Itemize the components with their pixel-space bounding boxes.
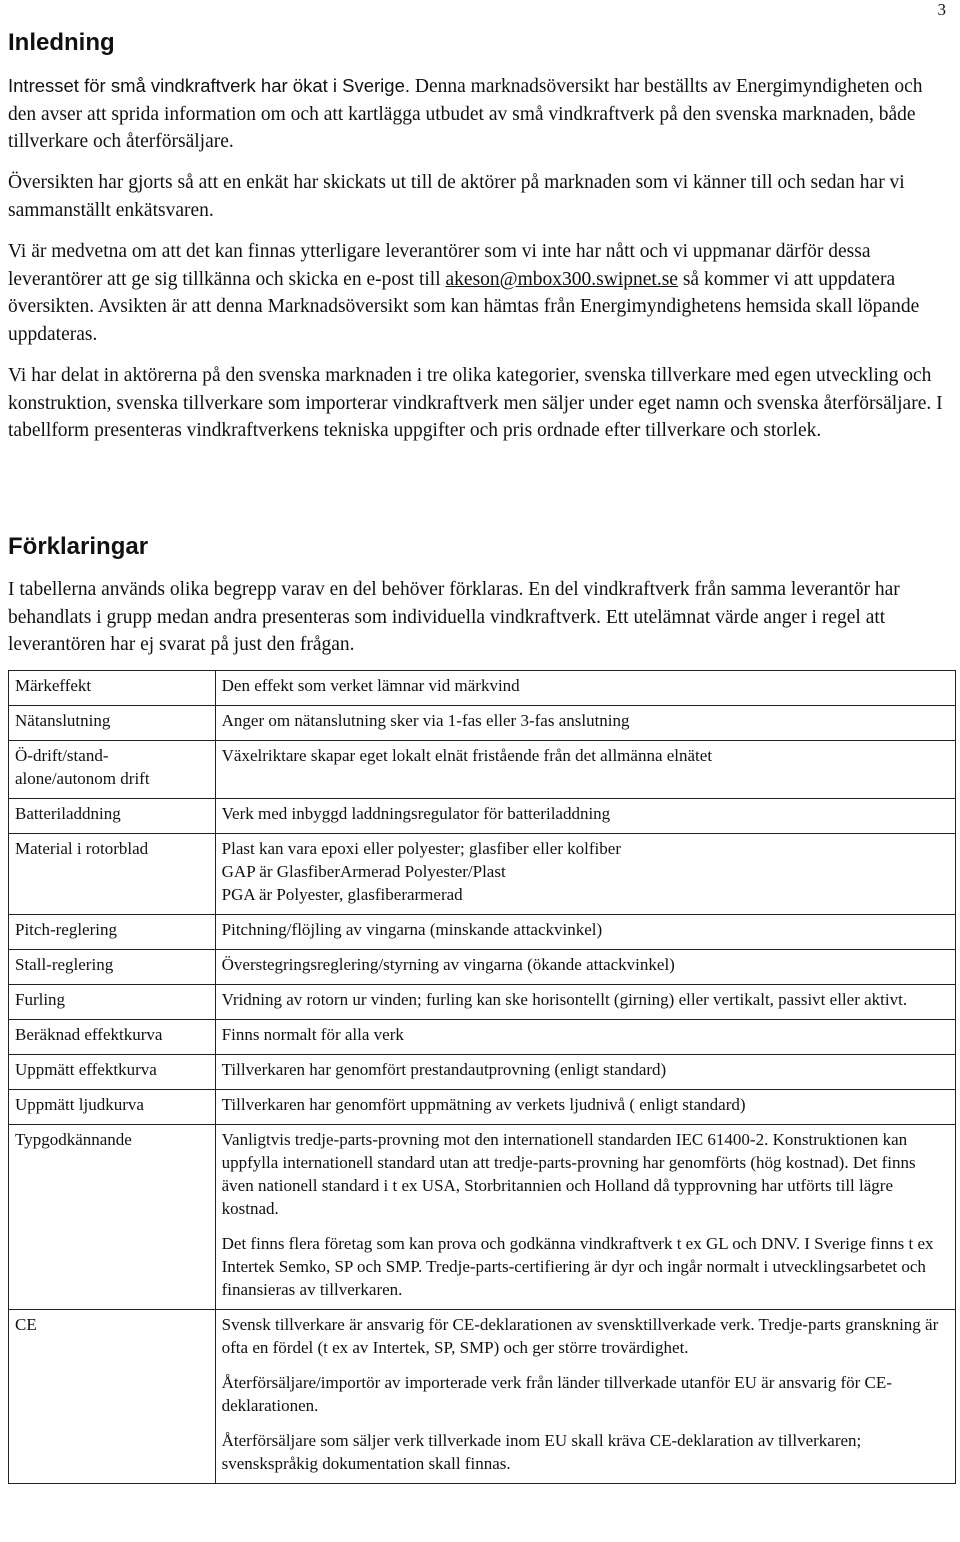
intro-paragraph-3-text: Vi är medvetna om att det kan finnas ytterligare leverantörer som vi inte har nått och vi uppmanar därför dessa leverantörer att ge sig tillkänna och skicka en e-post till: [8, 241, 871, 290]
definition-paragraph: Finns normalt för alla verk: [221, 1025, 404, 1044]
definition-text: [215, 950, 955, 985]
definition-paragraph: Växelriktare skapar eget lokalt elnät fristående från det allmänna elnätet: [221, 746, 713, 765]
definition-row: [9, 985, 956, 1020]
definition-row: [9, 1125, 956, 1310]
definition-paragraph: Svensk tillverkare är ansvarig för CE-deklarationen av svensktillverkade verk. Tredje-parts granskning är ofta en fördel (t ex av Intertek, SP, SMP) och ger större trovärdighet.: [221, 1315, 939, 1357]
definition-text: [215, 741, 955, 799]
definition-term: CE: [9, 1310, 216, 1484]
definition-paragraph: Det finns flera företag som kan prova och godkänna vindkraftverk t ex GL och DNV. I Sverige finns t ex Intertek Semko, SP och SMP. Tredje-parts-certifiering är dyr och ingår normalt i utvecklingsarbetet och finansieras av tillverkaren.: [221, 1234, 934, 1299]
definition-text: [215, 834, 955, 915]
explanations-heading: Förklaringar: [8, 533, 149, 560]
definition-paragraph: Pitchning/flöjling av vingarna (minskande attackvinkel): [221, 920, 603, 939]
intro-paragraph-3-cont: så kommer vi att uppdatera översikten. Avsikten är att denna Marknadsöversikt som kan hämtas från Energimyndighetens hemsida skall löpande uppdateras.: [8, 268, 920, 345]
definition-term: Uppmätt effektkurva: [9, 1055, 216, 1090]
definition-row: [9, 799, 956, 834]
definition-text: [215, 799, 955, 834]
email-link[interactable]: akeson@mbox300.swipnet.se: [445, 268, 678, 290]
definition-term: Beräknad effektkurva: [9, 1020, 216, 1055]
page-number: 3: [937, 0, 946, 19]
definition-paragraph: Tillverkaren har genomfört uppmätning av verkets ljudnivå ( enligt standard): [221, 1095, 746, 1114]
definition-term: Uppmätt ljudkurva: [9, 1090, 216, 1125]
definition-paragraph: Vanligtvis tredje-parts-provning mot den internationell standarden IEC 61400-2. Konstruktionen kan uppfylla internationell standard utan att tredje-parts-provning har genomförts (hög kostnad). Det finns även nationell standard i t ex USA, Storbritannien och Holland då typprovning har utförts till lägre kostnad.: [221, 1130, 916, 1218]
intro-paragraph-1-body: Denna marknadsöversikt har beställts av Energimyndigheten och den avser att sprida information om och att kartlägga utbudet av små vindkraftverk på den svenska marknaden, både tillverkare och återförsäljare.: [8, 76, 923, 152]
definition-row: [9, 915, 956, 950]
definition-term: Pitch-reglering: [9, 915, 216, 950]
definition-term: Nätanslutning: [9, 706, 216, 741]
intro-paragraph-1: [8, 72, 948, 156]
definition-row: [9, 706, 956, 741]
definition-paragraph: Överstegringsreglering/styrning av vingarna (ökande attackvinkel): [221, 955, 675, 974]
definition-term: Material i rotorblad: [9, 834, 216, 915]
definition-text: [215, 1090, 955, 1125]
definition-paragraph: Återförsäljare som säljer verk tillverkade inom EU skall kräva CE-deklaration av tillverkaren; svenskspråkig dokumentation skall finnas.: [221, 1431, 862, 1473]
definition-text: [215, 985, 955, 1020]
definition-row: [9, 741, 956, 799]
intro-paragraph-4: Vi har delat in aktörerna på den svenska marknaden i tre olika kategorier, svenska tillverkare med egen utveckling och konstruktion, svenska tillverkare som importerar vindkraftverk men säljer under eget namn och svenska återförsäljare. I tabellform presenteras vindkraftverkens tekniska uppgifter och pris ordnade efter tillverkare och storlek.: [8, 365, 943, 441]
definition-text: [215, 1020, 955, 1055]
definition-term: Märkeffekt: [9, 671, 216, 706]
definition-paragraph: Tillverkaren har genomfört prestandautprovning (enligt standard): [221, 1060, 667, 1079]
intro-paragraph-3: [8, 238, 948, 348]
definition-text: [215, 915, 955, 950]
definition-row: [9, 1090, 956, 1125]
definition-row: [9, 1020, 956, 1055]
definition-paragraph: Verk med inbyggd laddningsregulator för batteriladdning: [221, 804, 611, 823]
definition-row: [9, 671, 956, 706]
definition-row: [9, 1055, 956, 1090]
definition-term: Typgodkännande: [9, 1125, 216, 1310]
definition-text: [215, 1125, 955, 1310]
definition-text: [215, 1310, 955, 1484]
definition-term: Stall-reglering: [9, 950, 216, 985]
definition-paragraph: Anger om nätanslutning sker via 1-fas eller 3-fas anslutning: [221, 711, 630, 730]
definition-row: [9, 950, 956, 985]
definition-paragraph: Plast kan vara epoxi eller polyester; glasfiber eller kolfiber GAP är GlasfiberArmerad Polyester/Plast PGA är Polyester, glasfiberarmerad: [221, 839, 621, 904]
intro-paragraph-1-lead: Intresset för små vindkraftverk har ökat i Sverige.: [8, 75, 411, 96]
definition-paragraph: Återförsäljare/importör av importerade verk från länder tillverkade utanför EU är ansvarig för CE-deklarationen.: [221, 1373, 892, 1415]
definition-term: Ö-drift/stand-alone/autonom drift: [9, 741, 216, 799]
definition-paragraph: Vridning av rotorn ur vinden; furling kan ske horisontellt (girning) eller vertikalt, passivt eller aktivt.: [221, 990, 908, 1009]
definition-term: Furling: [9, 985, 216, 1020]
definition-row: [9, 1310, 956, 1484]
definition-text: [215, 706, 955, 741]
definition-paragraph: Den effekt som verket lämnar vid märkvind: [221, 676, 520, 695]
definition-text: [215, 1055, 955, 1090]
definition-text: [215, 671, 955, 706]
explanations-intro: I tabellerna används olika begrepp varav en del behöver förklaras. En del vindkraftverk från samma leverantör har behandlats i grupp medan andra presenteras som individuella vindkraftverk. Ett utelämnat värde anger i regel att leverantören har ej svarat på just den frågan.: [8, 579, 900, 655]
definition-term: Batteriladdning: [9, 799, 216, 834]
definition-row: [9, 834, 956, 915]
definitions-table: [8, 670, 956, 1484]
intro-paragraph-2: Översikten har gjorts så att en enkät har skickats ut till de aktörer på marknaden som vi känner till och sedan har vi sammanställt enkätsvaren.: [8, 172, 905, 221]
intro-heading: Inledning: [8, 29, 115, 56]
